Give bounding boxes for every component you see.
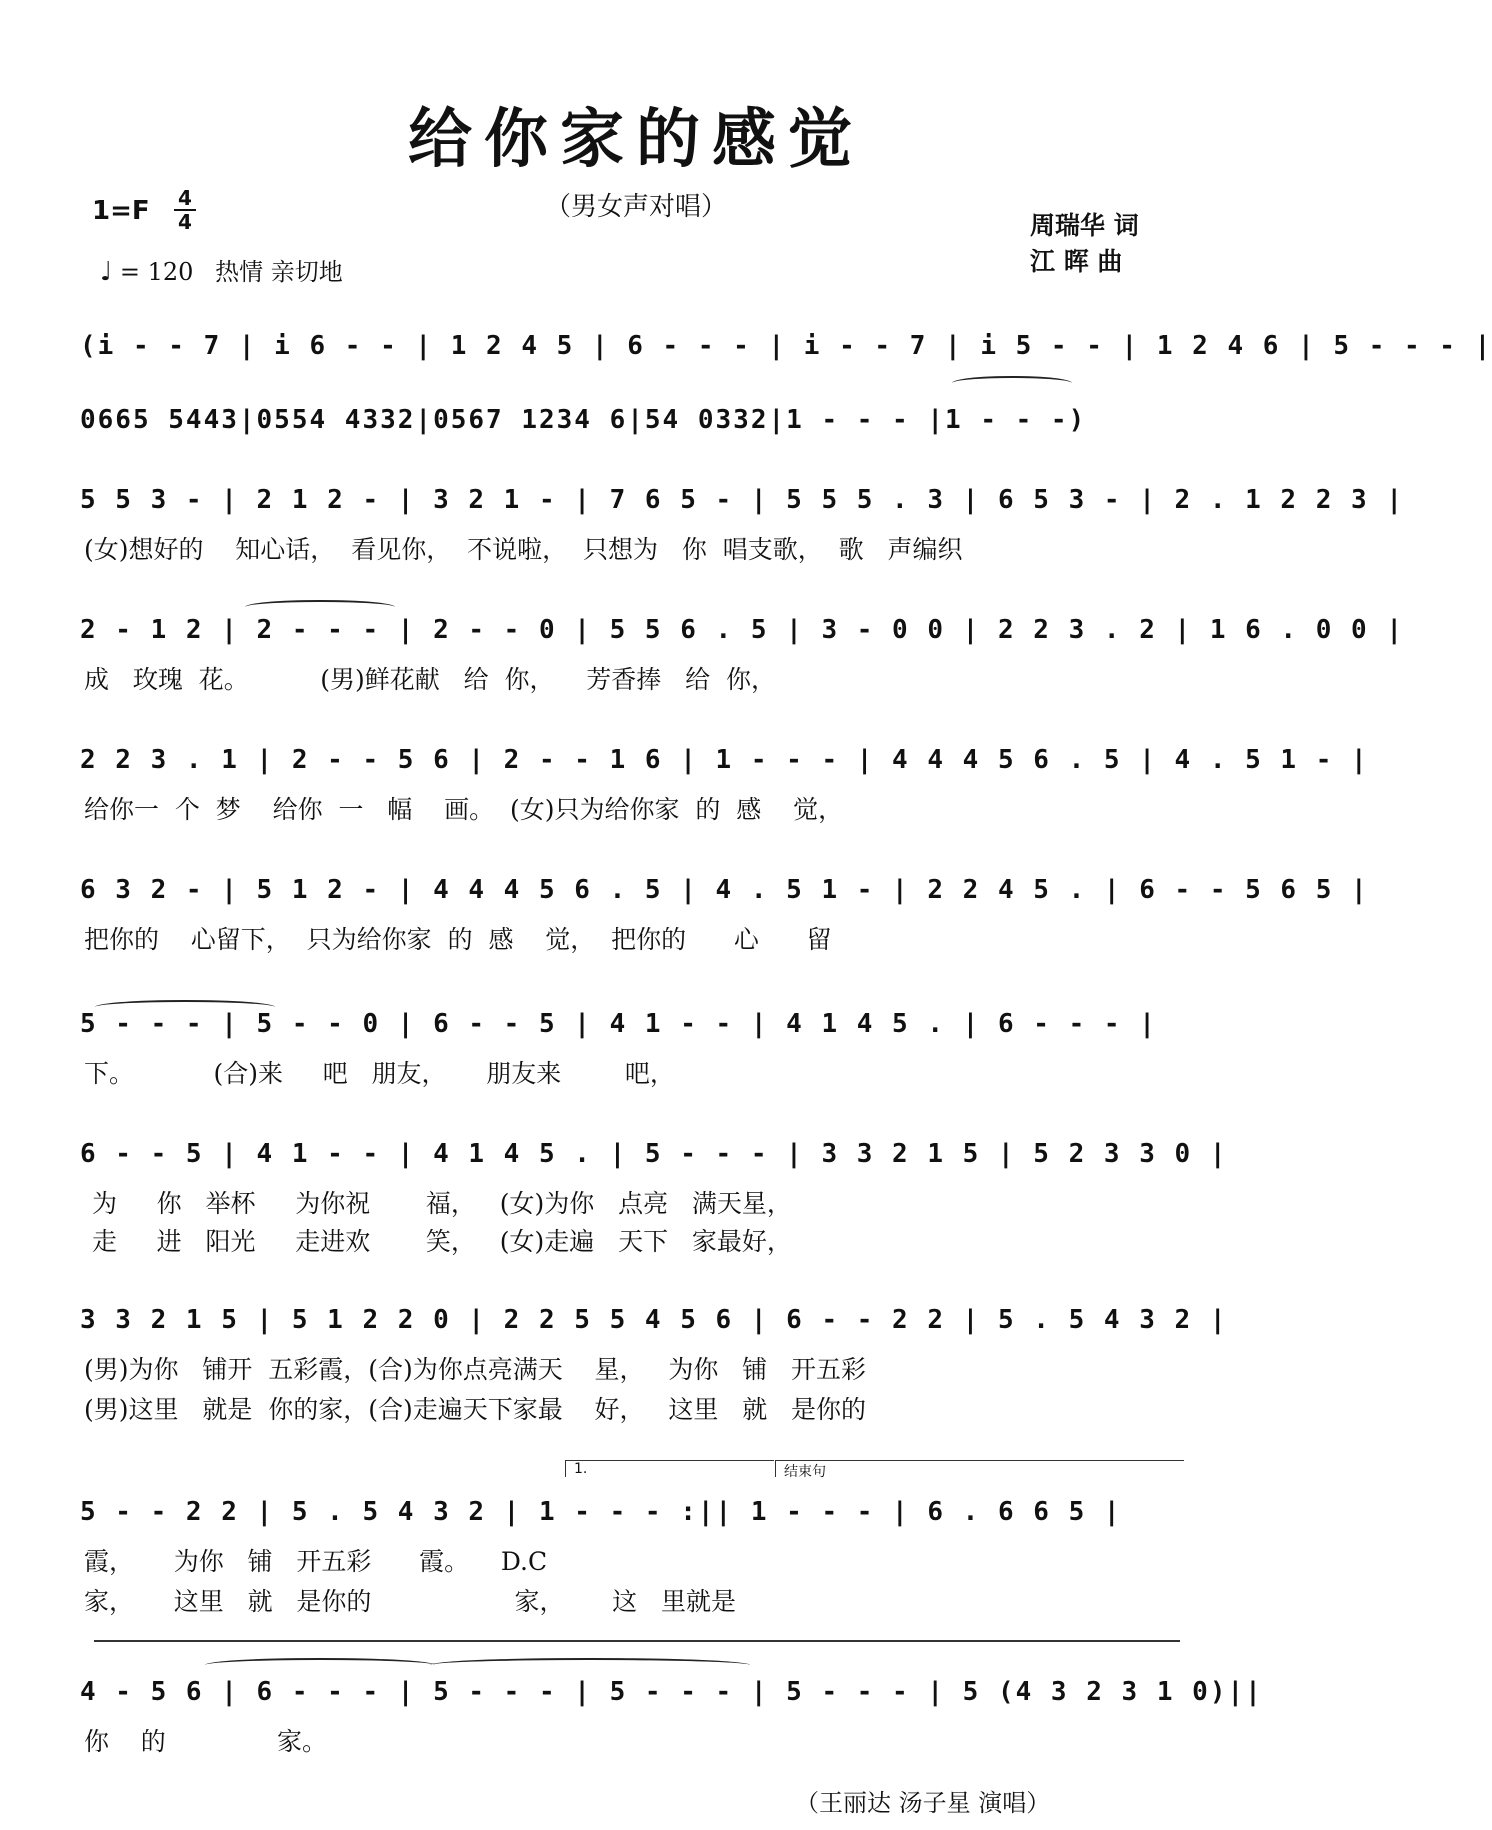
key-signature: 1=F: [92, 196, 150, 226]
staff-row: [80, 398, 1182, 442]
slur: [245, 600, 395, 614]
slur: [205, 1658, 435, 1672]
notes: 5 - - 2 2 | 5 . 5 4 3 2 | 1 - - - :|| 1 - - - | 6 . 6 6 5 |: [80, 1497, 1122, 1527]
volta-ending: 结束句: [775, 1460, 1184, 1477]
staff-row: [80, 608, 1404, 652]
performers: （王丽达 汤子星 演唱）: [795, 1789, 1051, 1817]
staff-row: [80, 868, 1369, 912]
lyric-line: (女)想好的 知心话， 看见你， 不说啦， 只想为 你 唱支歌， 歌 声编织: [84, 535, 963, 564]
lyric-line: 下。 (合)来 吧 朋友， 朋友来 吧，: [84, 1059, 675, 1088]
staff-row: [80, 478, 1404, 522]
notes: (i - - 7 | i 6 - - | 1 2 4 5 | 6 - - - | i - - 7 | i 5 - - | 1 2 4 6 | 5 - - - |: [80, 331, 1492, 361]
notes: 4 - 5 6 | 6 - - - | 5 - - - | 5 - - - | 5 - - - | 5 (4 3 2 3 1 0)||: [80, 1677, 1263, 1707]
lyric-line: 把你的 心留下， 只为给你家 的 感 觉， 把你的 心 留: [84, 925, 832, 954]
staff-divider: [94, 1640, 1180, 1642]
lyric-line: 给你一 个 梦 给你 一 幅 画。 (女)只为给你家 的 感 觉，: [84, 795, 844, 824]
volta-first: 1.: [565, 1460, 774, 1477]
time-signature: [172, 188, 198, 232]
lyric-line-2: 家， 这里 就 是你的 家， 这 里就是: [84, 1587, 736, 1616]
quarter-note-icon: ♩: [100, 257, 113, 287]
notes: 2 2 3 . 1 | 2 - - 5 6 | 2 - - 1 6 | 1 - - - | 4 4 4 5 6 . 5 | 4 . 5 1 - |: [80, 745, 1369, 775]
staff-row: [80, 324, 1492, 368]
notes: 0665 5443|0554 4332|0567 1234 6|54 0332|1 - - - |1 - - -): [80, 405, 1087, 435]
notes: 5 - - - | 5 - - 0 | 6 - - 5 | 4 1 - - | 4 1 4 5 . | 6 - - - |: [80, 1009, 1157, 1039]
lyricist: 周瑞华 词: [1030, 211, 1139, 240]
staff-row: [80, 1298, 1228, 1342]
credits: [1030, 208, 1139, 280]
notes: 6 3 2 - | 5 1 2 - | 4 4 4 5 6 . 5 | 4 . 5 1 - | 2 2 4 5 . | 6 - - 5 6 5 |: [80, 875, 1369, 905]
notes: 3 3 2 1 5 | 5 1 2 2 0 | 2 2 5 5 4 5 6 | 6 - - 2 2 | 5 . 5 4 3 2 |: [80, 1305, 1228, 1335]
notes: 6 - - 5 | 4 1 - - | 4 1 4 5 . | 5 - - - | 3 3 2 1 5 | 5 2 3 3 0 |: [80, 1139, 1228, 1169]
slur: [952, 376, 1072, 390]
lyric-line-2: 走 进 阳光 走进欢 笑， (女)走遍 天下 家最好，: [84, 1227, 792, 1256]
composer: 江 晖 曲: [1030, 247, 1123, 276]
lyric-line: 霞， 为你 铺 开五彩 霞。 D.C: [84, 1547, 548, 1576]
lyric-line: (男)为你 铺开 五彩霞，(合)为你点亮满天 星， 为你 铺 开五彩: [84, 1355, 867, 1384]
lyric-line-2: (男)这里 就是 你的家，(合)走遍天下家最 好， 这里 就 是你的: [84, 1395, 867, 1424]
lyric-line: 为 你 举杯 为你祝 福， (女)为你 点亮 满天星，: [84, 1189, 792, 1218]
slur: [430, 1658, 750, 1672]
notes: 5 5 3 - | 2 1 2 - | 3 2 1 - | 7 6 5 - | 5 5 5 . 3 | 6 5 3 - | 2 . 1 2 2 3 |: [80, 485, 1404, 515]
slur: [95, 1000, 275, 1014]
time-sig-bottom: 4: [178, 210, 192, 234]
subtitle: （男女声对唱）: [544, 192, 727, 222]
staff-row: [80, 738, 1369, 782]
lyric-line: 成 玫瑰 花。 (男)鲜花献 给 你， 芳香捧 给 你，: [84, 665, 777, 694]
tempo-expression: 热情 亲切地: [215, 258, 343, 286]
staff-row: [80, 1670, 1263, 1714]
notes: 2 - 1 2 | 2 - - - | 2 - - 0 | 5 5 6 . 5 | 3 - 0 0 | 2 2 3 . 2 | 1 6 . 0 0 |: [80, 615, 1404, 645]
lyric-line: 你 的 家。: [84, 1727, 328, 1756]
time-sig-top: 4: [178, 186, 192, 210]
song-title: 给你家的感觉: [408, 103, 864, 177]
tempo-value: = 120: [119, 258, 194, 286]
tempo-marking: [100, 252, 343, 287]
staff-row: [80, 1132, 1228, 1176]
staff-row: [80, 1490, 1182, 1534]
